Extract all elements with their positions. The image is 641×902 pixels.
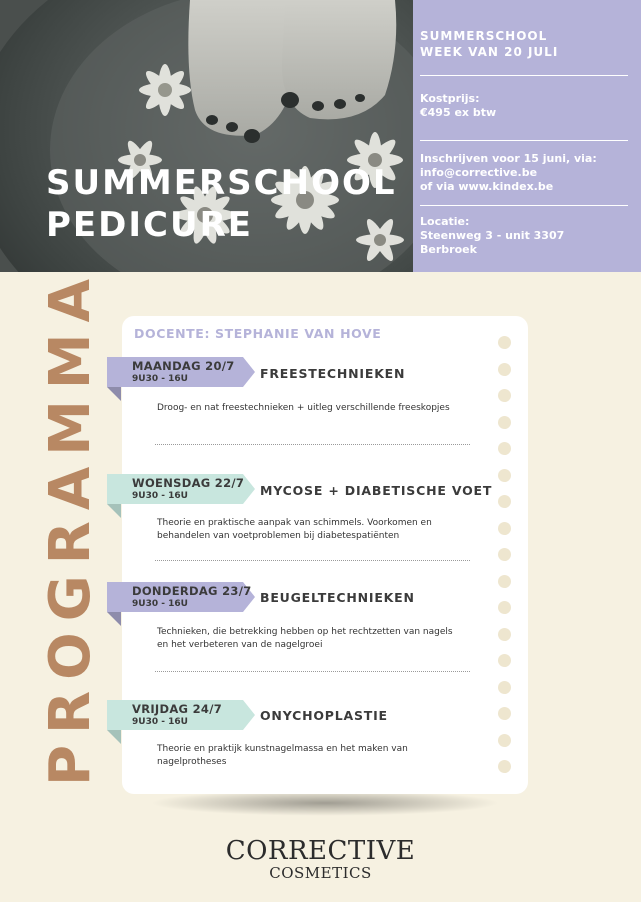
dotted-divider bbox=[155, 444, 470, 445]
dotted-divider bbox=[155, 671, 470, 672]
info-location bbox=[420, 215, 628, 257]
signup-email[interactable]: info@corrective.be bbox=[420, 166, 538, 179]
binder-hole bbox=[498, 575, 511, 588]
binder-hole bbox=[498, 363, 511, 376]
desc-line: Theorie en praktische aanpak van schimmels. Voorkomen en bbox=[157, 518, 432, 528]
hero-photo bbox=[0, 0, 413, 272]
binder-hole bbox=[498, 760, 511, 773]
info-divider bbox=[420, 75, 628, 76]
binder-hole bbox=[498, 416, 511, 429]
info-divider bbox=[420, 140, 628, 141]
docente-label: DOCENTE: STEPHANIE VAN HOVE bbox=[134, 326, 382, 341]
info-panel bbox=[413, 0, 641, 272]
day-time: 9U30 - 16U bbox=[132, 374, 188, 384]
hero-title-line2: PEDICURE bbox=[46, 205, 253, 245]
day-topic: FREESTECHNIEKEN bbox=[260, 366, 406, 381]
binder-hole bbox=[498, 734, 511, 747]
binder-hole bbox=[498, 469, 511, 482]
info-heading bbox=[420, 28, 628, 60]
day-tag bbox=[107, 582, 255, 612]
day-date: WOENSDAG 22/7 bbox=[132, 476, 245, 490]
signup-website[interactable]: of via www.kindex.be bbox=[420, 180, 554, 193]
binder-hole bbox=[498, 442, 511, 455]
day-tag bbox=[107, 474, 255, 504]
logo-line1: CORRECTIVE bbox=[225, 836, 416, 866]
binder-hole bbox=[498, 548, 511, 561]
binder-hole bbox=[498, 522, 511, 535]
binder-hole bbox=[498, 628, 511, 641]
desc-line: behandelen van voetproblemen bij diabetespatiënten bbox=[157, 531, 400, 541]
location-line1: Steenweg 3 - unit 3307 bbox=[420, 229, 565, 242]
day-description bbox=[157, 517, 477, 543]
day-topic: ONYCHOPLASTIE bbox=[260, 708, 388, 723]
info-heading-line2: WEEK VAN 20 JULI bbox=[420, 45, 559, 59]
day-time: 9U30 - 16U bbox=[132, 491, 188, 501]
desc-line: Technieken, die betrekking hebben op het rechtzetten van nagels bbox=[157, 627, 453, 637]
desc-line: Theorie en praktijk kunstnagelmassa en het maken van bbox=[157, 744, 408, 754]
info-divider bbox=[420, 205, 628, 206]
day-time: 9U30 - 16U bbox=[132, 717, 188, 727]
hero-title bbox=[46, 162, 397, 246]
binder-hole bbox=[498, 601, 511, 614]
logo-line2: COSMETICS bbox=[269, 864, 372, 882]
day-date: VRIJDAG 24/7 bbox=[132, 702, 223, 716]
hero-title-line1: SUMMERSCHOOL bbox=[46, 163, 397, 203]
info-price bbox=[420, 92, 628, 120]
binder-hole bbox=[498, 707, 511, 720]
day-description bbox=[157, 402, 477, 415]
binder-hole bbox=[498, 336, 511, 349]
day-date: DONDERDAG 23/7 bbox=[132, 584, 252, 598]
day-topic: BEUGELTECHNIEKEN bbox=[260, 590, 415, 605]
day-tag bbox=[107, 700, 255, 730]
programma-vertical-title: PROGRAMMA bbox=[38, 268, 103, 786]
info-heading-line1: SUMMERSCHOOL bbox=[420, 29, 548, 43]
day-description bbox=[157, 743, 477, 769]
desc-line: en het verbeteren van de nagelgroei bbox=[157, 640, 323, 650]
binder-holes bbox=[498, 336, 512, 787]
ribbon-fold bbox=[107, 730, 121, 744]
binder-hole bbox=[498, 654, 511, 667]
desc-line: Droog- en nat freestechnieken + uitleg verschillende freeskopjes bbox=[157, 403, 450, 413]
binder-hole bbox=[498, 495, 511, 508]
day-topic: MYCOSE + DIABETISCHE VOET bbox=[260, 483, 493, 498]
ribbon-fold bbox=[107, 504, 121, 518]
binder-hole bbox=[498, 389, 511, 402]
day-time: 9U30 - 16U bbox=[132, 599, 188, 609]
day-date: MAANDAG 20/7 bbox=[132, 359, 235, 373]
day-description bbox=[157, 626, 477, 652]
desc-line: nagelprotheses bbox=[157, 757, 227, 767]
dotted-divider bbox=[155, 560, 470, 561]
day-tag bbox=[107, 357, 255, 387]
info-signup bbox=[420, 152, 628, 194]
signup-line1: Inschrijven voor 15 juni, via: bbox=[420, 152, 597, 165]
binder-hole bbox=[498, 681, 511, 694]
location-line2: Berbroek bbox=[420, 243, 477, 256]
ribbon-fold bbox=[107, 612, 121, 626]
price-label: Kostprijs: bbox=[420, 92, 480, 105]
price-value: €495 ex btw bbox=[420, 106, 497, 119]
location-label: Locatie: bbox=[420, 215, 470, 228]
ribbon-fold bbox=[107, 387, 121, 401]
